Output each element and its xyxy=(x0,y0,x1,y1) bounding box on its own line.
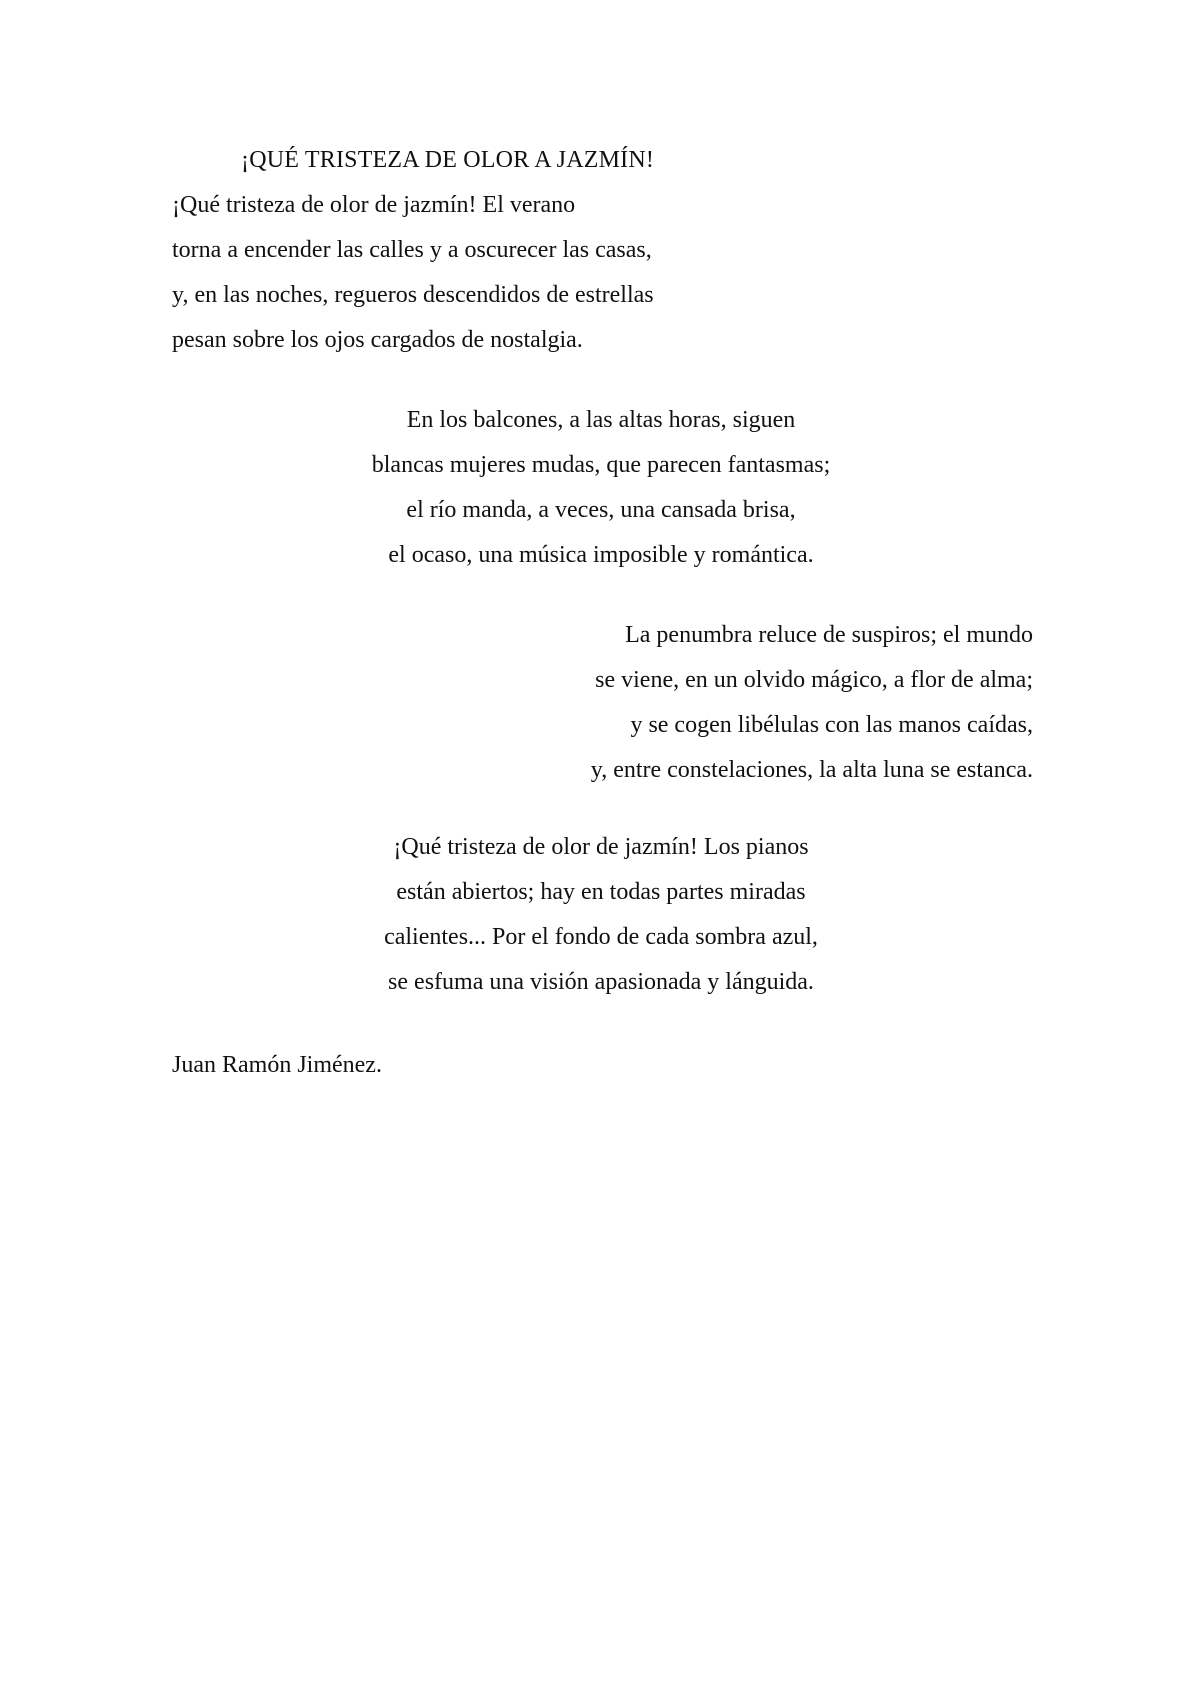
stanza-line: y, entre constelaciones, la alta luna se estanca. xyxy=(590,757,1033,783)
stanza-line: el ocaso, una música imposible y romántica. xyxy=(388,542,814,568)
stanza-line: torna a encender las calles y a oscurecer las casas, xyxy=(172,237,652,263)
stanza-line: pesan sobre los ojos cargados de nostalgia. xyxy=(172,327,583,353)
stanza-line: ¡Qué tristeza de olor de jazmín! El verano xyxy=(172,192,576,218)
stanza-line: el río manda, a veces, una cansada brisa, xyxy=(406,497,796,523)
stanza-line: La penumbra reluce de suspiros; el mundo xyxy=(625,622,1033,648)
author-signature: Juan Ramón Jiménez. xyxy=(172,1052,382,1078)
stanza-line: En los balcones, a las altas horas, siguen xyxy=(406,407,796,433)
stanza-line: se esfuma una visión apasionada y lánguida. xyxy=(388,969,814,995)
stanza-line: calientes... Por el fondo de cada sombra azul, xyxy=(384,924,818,950)
stanza-line: ¡Qué tristeza de olor de jazmín! Los pianos xyxy=(393,834,809,860)
poem-title: ¡QUÉ TRISTEZA DE OLOR A JAZMÍN! xyxy=(241,147,655,173)
stanza-line: blancas mujeres mudas, que parecen fantasmas; xyxy=(371,452,831,478)
stanza-line: y se cogen libélulas con las manos caídas, xyxy=(630,712,1033,738)
stanza-line: están abiertos; hay en todas partes miradas xyxy=(396,879,806,905)
stanza-line: se viene, en un olvido mágico, a flor de alma; xyxy=(595,667,1033,693)
stanza-line: y, en las noches, regueros descendidos de estrellas xyxy=(172,282,654,308)
